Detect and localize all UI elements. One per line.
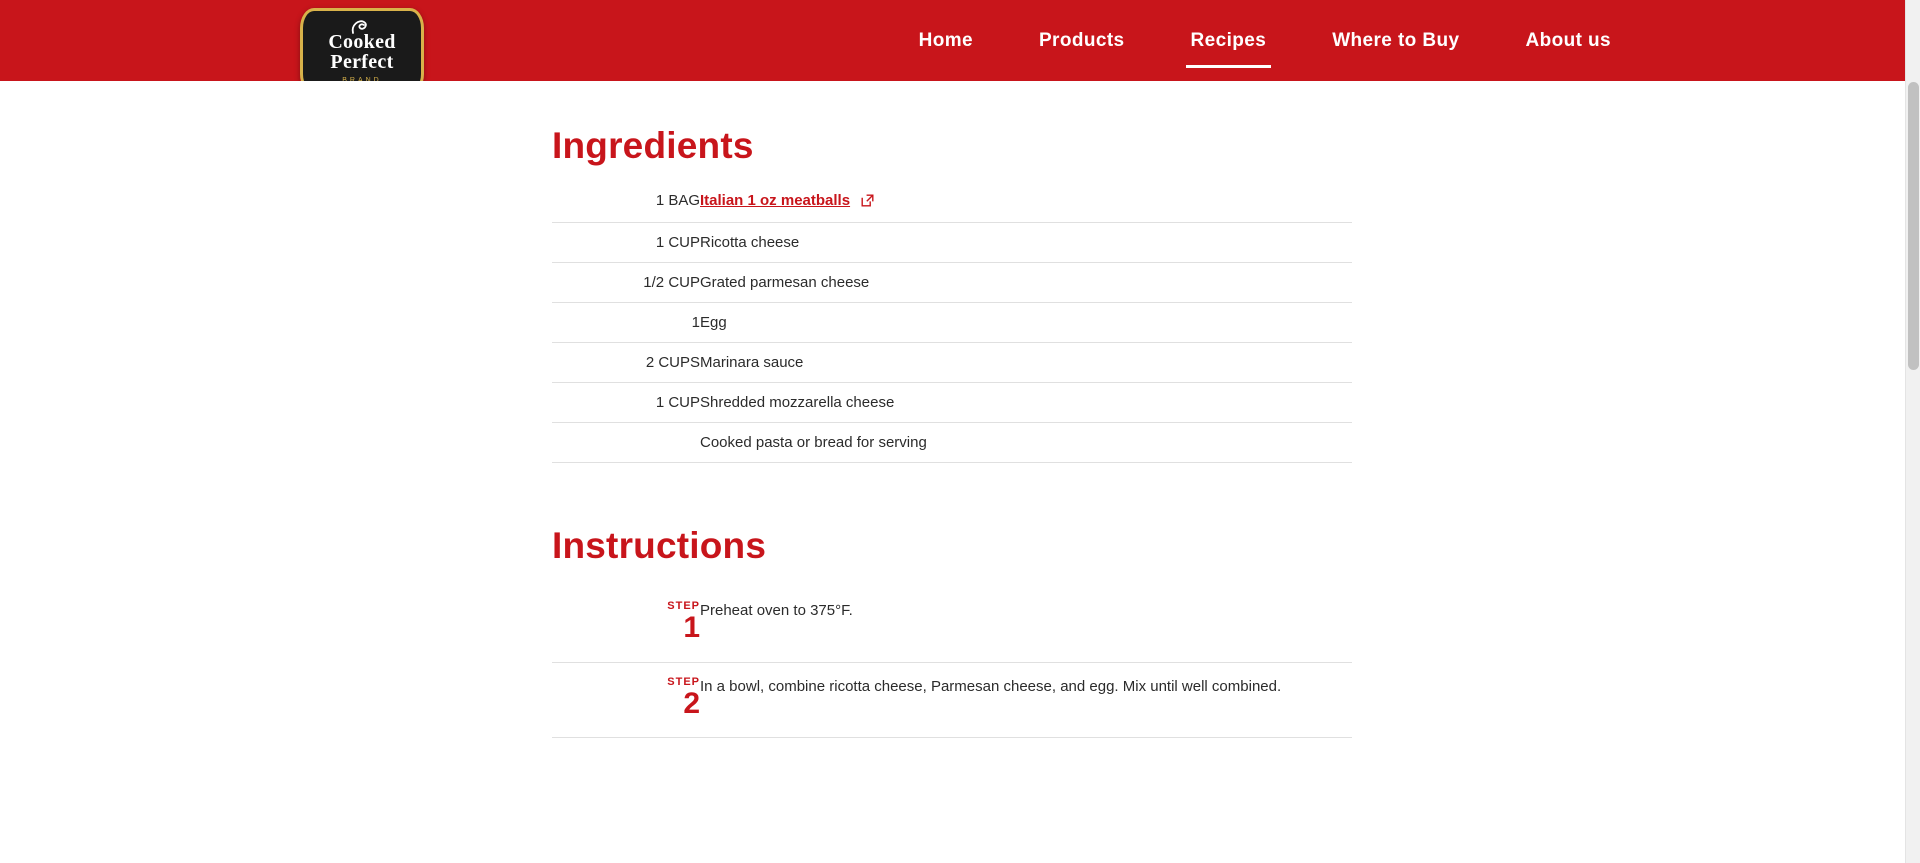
recipe-content [552,81,1352,738]
instructions-heading: Instructions [552,525,767,566]
swirl-icon [349,17,375,37]
table-row [552,383,1352,423]
ingredient-name: Egg [700,314,727,331]
ingredient-quantity: 1 BAG [655,192,700,209]
nav-item-home[interactable]: Home [918,29,973,51]
ingredient-name [700,181,1352,223]
table-row [552,343,1352,383]
ingredient-quantity [552,423,700,463]
main-navigation [886,0,1920,81]
step-label: STEP [667,675,700,688]
nav-item-about-us[interactable]: About us [1525,29,1611,51]
ingredients-heading: Ingredients [552,125,754,166]
ingredient-product-link[interactable]: Italian 1 oz meatballs [700,192,851,209]
ingredient-name: Cooked pasta or bread for serving [700,434,927,451]
table-row [552,181,1352,223]
recipe-page [0,81,1920,863]
step-label: STEP [667,600,700,612]
step-indicator [552,587,700,662]
ingredient-quantity: 1 CUP [655,234,700,251]
site-header [0,0,1920,81]
ingredient-name: Grated parmesan cheese [700,274,870,291]
logo-line-2: Perfect [330,51,394,73]
table-row [552,303,1352,343]
step-text: Preheat oven to 375°F. [700,602,853,619]
step-number: 2 [683,686,700,720]
ingredient-quantity: 1 CUP [655,394,700,411]
table-row [552,662,1352,738]
nav-item-where-to-buy[interactable]: Where to Buy [1332,29,1460,51]
step-text: In a bowl, combine ricotta cheese, Parmesan cheese, and egg. Mix until well combined. [700,677,1282,695]
nav-item-products[interactable]: Products [1038,29,1125,51]
ingredient-name: Marinara sauce [700,354,804,371]
page-scrollbar[interactable] [1905,0,1920,863]
scrollbar-thumb[interactable] [1908,82,1919,370]
table-row [552,587,1352,662]
logo-line-1: Cooked [328,31,396,53]
step-indicator [552,662,700,738]
ingredient-name: Shredded mozzarella cheese [700,394,895,411]
step-number: 1 [683,611,700,644]
ingredient-quantity: 1 [691,314,700,331]
nav-item-recipes[interactable]: Recipes [1158,20,1300,62]
ingredient-quantity: 2 CUPS [645,354,700,371]
ingredient-quantity: 1/2 CUP [643,274,700,291]
table-row [552,263,1352,303]
table-row [552,423,1352,463]
table-row [552,223,1352,263]
ingredients-table [552,181,1352,463]
ingredient-name: Ricotta cheese [700,234,800,251]
external-link-icon[interactable] [861,194,874,211]
instructions-table [552,587,1352,738]
